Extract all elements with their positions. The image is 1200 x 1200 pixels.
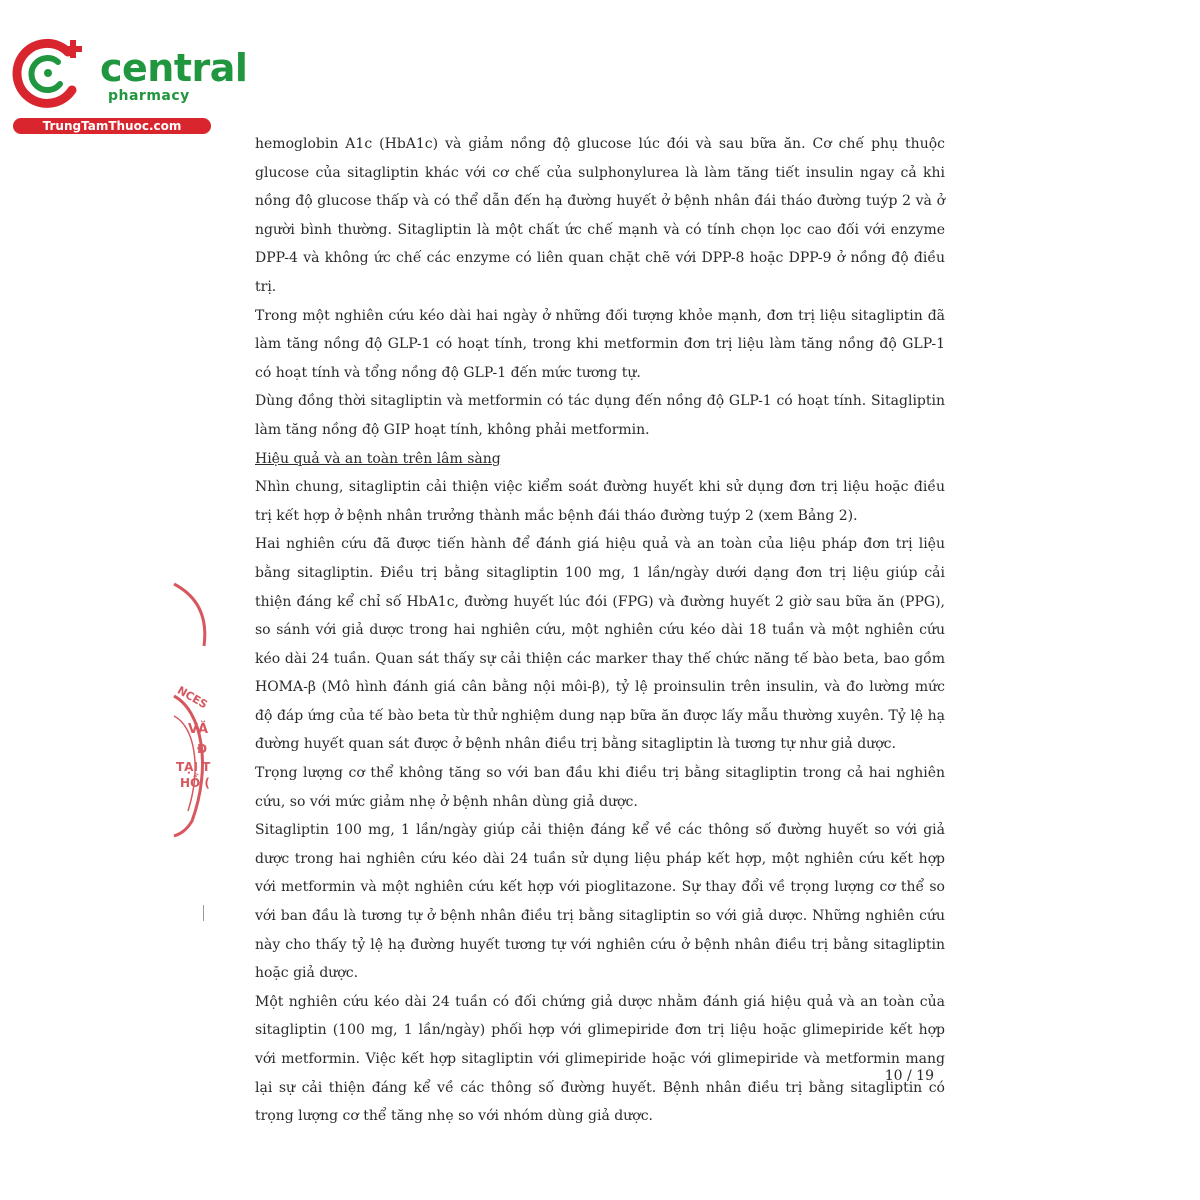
official-stamp [172, 576, 212, 838]
brand-logo[interactable] [10, 38, 248, 138]
document-body [255, 130, 945, 1131]
stamp-text-3: Đ [197, 742, 208, 756]
paragraph-4: Nhìn chung, sitagliptin cải thiện việc kiểm soát đường huyết khi sử dụng đơn trị liệu hoặc điều trị kết hợp ở bệnh nhân trưởng thành mắc bệnh đái tháo đường tuýp 2 (xem Bảng 2). [255, 479, 945, 524]
stamp-text-1: NCES [174, 683, 210, 712]
paragraph-5: Hai nghiên cứu đã được tiến hành để đánh giá hiệu quả và an toàn của liệu pháp đơn trị liệu bằng sitagliptin. Điều trị bằng sitagliptin 100 mg, 1 lần/ngày dưới dạng đơn trị liệu giúp cải thiện đáng kể chỉ số HbA1c, đường huyết lúc đói (FPG) và đường huyết 2 giờ sau bữa ăn (PPG), so sánh với giả dược trong hai nghiên cứu, một nghiên cứu kéo dài 18 tuần và một nghiên cứu kéo dài 24 tuần. Quan sát thấy sự cải thiện các marker thay thế chức năng tế bào beta, bao gồm HOMA-β (Mô hình đánh giá cân bằng nội môi-β), tỷ lệ proinsulin trên insulin, và đo lường mức độ đáp ứng của tế bào beta từ thử nghiệm dung nạp bữa ăn được lấy mẫu thường xuyên. Tỷ lệ hạ đường huyết quan sát được ở bệnh nhân điều trị bằng sitagliptin là tương tự như giả dược. [255, 536, 945, 753]
stamp-text-4: TẠI T [176, 760, 211, 774]
stamp-text-5: HỒ ( [180, 776, 210, 790]
central-pharmacy-logo-icon [10, 38, 92, 112]
paragraph-8: Một nghiên cứu kéo dài 24 tuần có đối chứng giả dược nhằm đánh giá hiệu quả và an toàn của sitagliptin (100 mg, 1 lần/ngày) phối hợp với glimepiride đơn trị liệu hoặc glimepiride kết hợp với metformin. Việc kết hợp sitagliptin với glimepiride hoặc với glimepiride và metformin mang lại sự cải thiện đáng kể về các thông số đường huyết. Bệnh nhân điều trị bằng sitagliptin có trọng lượng cơ thể tăng nhẹ so với nhóm dùng giả dược. [255, 993, 945, 1125]
paragraph-7: Sitagliptin 100 mg, 1 lần/ngày giúp cải thiện đáng kể về các thông số đường huyết so với giả dược trong hai nghiên cứu kéo dài 24 tuần sử dụng liệu pháp kết hợp, một nghiên cứu kết hợp với metformin và một nghiên cứu kết hợp với pioglitazone. Sự thay đổi về trọng lượng cơ thể so với ban đầu là tương tự ở bệnh nhân điều trị bằng sitagliptin so với giả dược. Những nghiên cứu này cho thấy tỷ lệ hạ đường huyết tương tự với nghiên cứu ở bệnh nhân điều trị bằng sitagliptin hoặc giả dược. [255, 822, 945, 982]
paragraph-6: Trọng lượng cơ thể không tăng so với ban đầu khi điều trị bằng sitagliptin trong cả hai nghiên cứu, so với mức giảm nhẹ ở bệnh nhân dùng giả dược. [255, 765, 945, 810]
section-heading: Hiệu quả và an toàn trên lâm sàng [255, 450, 501, 467]
brand-sub: pharmacy [108, 88, 190, 104]
paragraph-3: Dùng đồng thời sitagliptin và metformin có tác dụng đến nồng độ GLP-1 có hoạt tính. Sitagliptin làm tăng nồng độ GIP hoạt tính, không phải metformin. [255, 393, 945, 438]
paragraph-1: hemoglobin A1c (HbA1c) và giảm nồng độ glucose lúc đói và sau bữa ăn. Cơ chế phụ thuộc glucose của sitagliptin khác với cơ chế của sulphonylurea là làm tăng tiết insulin ngay cả khi nồng độ glucose thấp và có thể dẫn đến hạ đường huyết ở bệnh nhân đái tháo đường tuýp 2 và ở người bình thường. Sitagliptin là một chất ức chế mạnh và có tính chọn lọc cao đối với enzyme DPP-4 và không ức chế các enzyme có liên quan chặt chẽ với DPP-8 hoặc DPP-9 ở nồng độ điều trị. [255, 136, 945, 295]
paragraph-2: Trong một nghiên cứu kéo dài hai ngày ở những đối tượng khỏe mạnh, đơn trị liệu sitagliptin đã làm tăng nồng độ GLP-1 có hoạt tính, trong khi metformin đơn trị liệu làm tăng nồng độ GLP-1 có hoạt tính và tổng nồng độ GLP-1 đến mức tương tự. [255, 307, 945, 381]
page-number: 10 / 19 [884, 1068, 934, 1084]
brand-name: central [100, 46, 248, 90]
stamp-text-2: VĂ [188, 722, 209, 737]
brand-url[interactable]: TrungTamThuoc.com [13, 118, 211, 134]
margin-mark [203, 905, 204, 921]
